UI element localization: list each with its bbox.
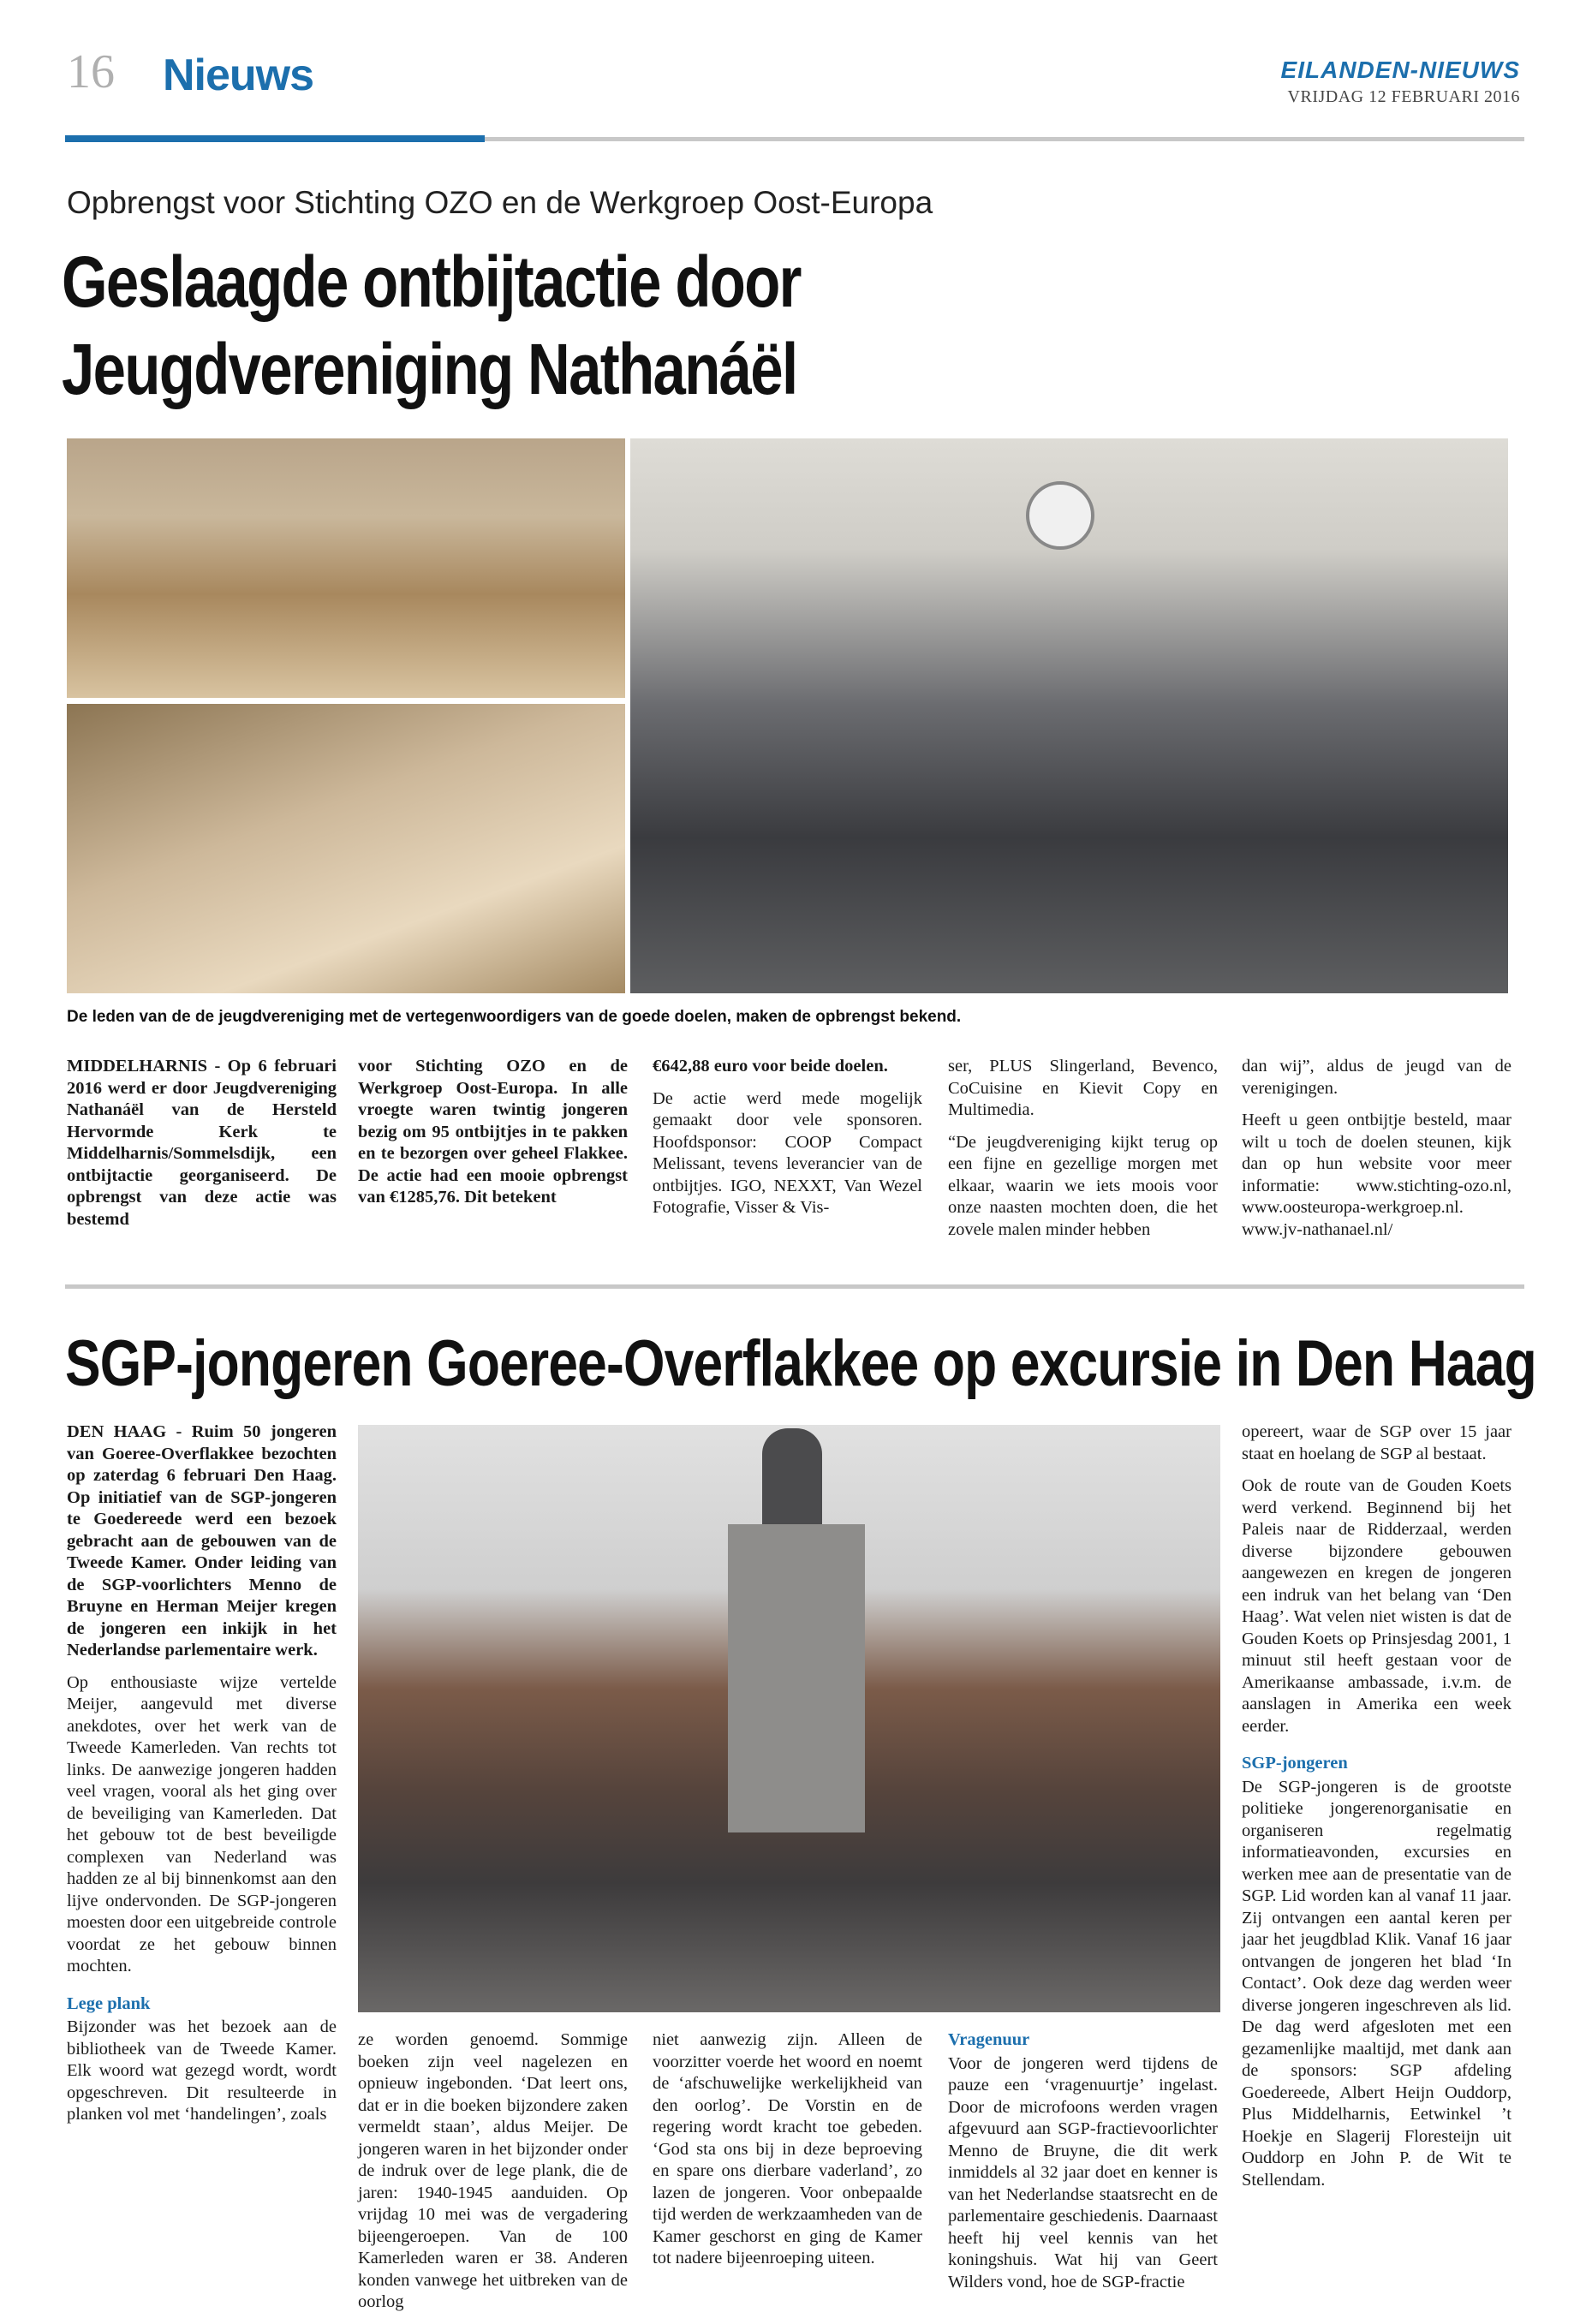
article2-column-5 xyxy=(1242,1421,1511,2202)
article1-lead: MIDDELHARNIS - Op 6 februari 2016 werd er door Jeugdvereniging Nathanáël van de Hersteld Hervormde Kerk te Middelharnis/Sommelsdijk, een ontbijtactie georganiseerd. De opbrengst van deze actie was bestemd xyxy=(67,1057,337,1229)
article2-paragraph: Voor de jongeren werd tijdens de pauze een ‘vragenuurtje’ ingelast. Door de microfoons werden vragen afgevuurd aan SGP-fractievoorlichter Menno de Bruyne, die dit werk inmiddels al 32 jaar doet en kenner is van het Nederlandse staatsrecht en de parlementaire geschiedenis. Daarnaast heeft hij veel kennis van het koningshuis. Wat hij van Geert Wilders vond, hoe de SGP-fractie xyxy=(948,2053,1218,2291)
article2-paragraph: De SGP-jongeren is de grootste politieke jongerenorganisatie en organiseren regelmatig informatieavonden, excursies en werken mee aan de presentatie van de SGP. Lid worden kan al vanaf 11 jaar. Zij ontvangen een aantal keren per jaar het jeugdblad Klik. Vanaf 16 jaar ontvangen de jongeren het blad ‘In Contact’. Ook deze dag werden weer diverse jongeren ingeschreven als lid. De dag werd afgesloten met een gezamenlijke maaltijd, met dank aan de sponsors: SGP afdeling Goedereede, Albert Heijn Ouddorp, Plus Middelharnis, Eetwinkel ’t Hoekje en Slagerij Floresteijn uit Ouddorp en John P. de Wit te Stellendam. xyxy=(1242,1777,1511,2190)
article1-paragraph: ser, PLUS Slingerland, Bevenco, CoCuisine en Kievit Copy en Multimedia. xyxy=(948,1057,1218,1119)
article1-column-4 xyxy=(948,1056,1218,1251)
article2-paragraph: ze worden genoemd. Sommige boeken zijn veel nagelezen en opnieuw ingebonden. ‘Dat leert ons, dat er in die boeken bijzondere zaken vermeldt staan’, aldus Meijer. De jongeren waren in het bijzonder onder de indruk over de lege plank, die de jaren: 1940-1945 aanduiden. Op vrijdag 10 mei was de vergadering bijeengeroepen. Van de 100 Kamerleden waren er 38. Anderen konden vanwege het uitbreken van de oorlog xyxy=(358,2030,628,2311)
article2-paragraph: Op enthousiaste wijze vertelde Meijer, aangevuld met diverse anekdotes, over het werk van de Tweede Kamerleden. Van rechts tot links. De aanwezige jongeren hadden veel vragen, vooral als het ging over de beveiliging van Kamerleden. Dat het gebouw tot de best beveiligde complexen van Nederland was hadden ze al bij binnenkomst aan den lijve ondervonden. De SGP-jongeren moesten door een uitgebreide controle voordat ze het gebouw binnen mochten. xyxy=(67,1672,337,1975)
article1-headline-line1: Geslaagde ontbijtactie door xyxy=(62,241,801,322)
article2-paragraph: niet aanwezig zijn. Alleen de voorzitter voerde het woord en noemt de ‘afschuwelijke werkelijkheid van den oorlog’. De Vorstin en de regering wordt kracht toe gebeden. ‘God sta ons bij in deze beproeving en spare ons dierbare vaderland’, zo lazen de jongeren. Voor onbepaalde tijd werden de werkzaamheden van de Kamer geschorst en ging de Kamer tot nadere bijeenroeping uiteen. xyxy=(653,2030,922,2267)
article1-lead-end: €642,88 euro voor beide doelen. xyxy=(653,1057,888,1076)
article2-headline: SGP-jongeren Goeree-Overflakkee op excursie in Den Haag xyxy=(65,1327,1536,1400)
article1-column-5 xyxy=(1242,1056,1511,1251)
article2-column-4 xyxy=(948,2029,1218,2303)
header-rule-accent xyxy=(65,135,485,142)
article1-paragraph: dan wij”, aldus de jeugd van de verenigingen. xyxy=(1242,1057,1511,1098)
article-divider xyxy=(65,1284,1524,1289)
article2-lead: DEN HAAG - Ruim 50 jongeren van Goeree-Overflakkee bezochten op zaterdag 6 februari Den Haag. Op initiatief van de SGP-jongeren te Goedereede werd een bezoek gebracht aan de gebouwen van de Tweede Kamer. Onder leiding van de SGP-voorlichters Menno de Bruyne en Herman Meijer kregen de jongeren een inkijk in het Nederlandse parlementaire werk. xyxy=(67,1422,337,1660)
article1-paragraph: Heeft u geen ontbijtje besteld, maar wilt u toch de doelen steunen, kijk dan op hun website voor meer informatie: www.stichting-ozo.nl, www.oosteuropa-werkgroep.nl. www.jv-nathanael.nl/ xyxy=(1242,1111,1511,1239)
article1-headline xyxy=(62,238,904,413)
article1-column-3 xyxy=(653,1056,922,1230)
article1-headline-line2: Jeugdvereniging Nathanáël xyxy=(62,329,797,409)
issue-date: VRIJDAG 12 FEBRUARI 2016 xyxy=(1287,87,1520,106)
page-number: 16 xyxy=(67,45,115,98)
article2-paragraph: opereert, waar de SGP over 15 jaar staat en hoelang de SGP al bestaat. xyxy=(1242,1422,1511,1463)
section-title: Nieuws xyxy=(163,51,314,100)
article1-paragraph: “De jeugdvereniging kijkt terug op een fijne en gezellige morgen met elkaar, waarin we iets moois voor onze naasten mochten doen, die het zovele malen minder hebben xyxy=(948,1132,1218,1239)
article1-paragraph: De actie werd mede mogelijk gemaakt door vele sponsoren. Hoofdsponsor: COOP Compact Melissant, tevens leverancier van de ontbijtjes. IGO, NEXXT, Van Wezel Fotografie, Visser & Vis- xyxy=(653,1088,922,1217)
article2-column-1 xyxy=(67,1421,337,2136)
article1-column-1 xyxy=(67,1056,337,1241)
photo-breakfast-packing-hall xyxy=(67,438,625,698)
article1-column-2 xyxy=(358,1056,628,1219)
article2-paragraph: Ook de route van de Gouden Koets werd verkend. Beginnend bij het Paleis naar de Ridderzaal, werden diverse bijzondere gebouwen aangewezen en kregen de jongeren een indruk van het belang van ‘Den Haag’. Wat velen niet wisten is dat de Gouden Koets op Prinsjesdag 2001, 1 minuut stil heeft gestaan voor de Amerikaanse ambassade, i.v.m. de aanslagen in Amerika een week eerder. xyxy=(1242,1476,1511,1736)
subheading-lege-plank: Lege plank xyxy=(67,1993,151,2013)
article1-lead-continued: voor Stichting OZO en de Werkgroep Oost-Europa. In alle vroegte waren twintig jongeren bezig om 95 ontbijtjes in te pakken en te bezorgen over geheel Flakkee. De actie had een mooie opbrengst van €1285,76. Dit betekent xyxy=(358,1057,628,1207)
photo-youth-packing-bags xyxy=(67,704,625,993)
photo-caption: De leden van de de jeugdvereniging met de vertegenwoordigers van de goede doelen, maken de opbrengst bekend. xyxy=(67,1008,962,1026)
subheading-vragenuur: Vragenuur xyxy=(948,2030,1030,2049)
article2-column-3 xyxy=(653,2029,922,2280)
subheading-sgp-jongeren: SGP-jongeren xyxy=(1242,1754,1348,1773)
statue-pedestal xyxy=(728,1524,865,1832)
article1-kicker: Opbrengst voor Stichting OZO en de Werkgroep Oost-Europa xyxy=(67,185,933,220)
article2-paragraph: Bijzonder was het bezoek aan de bibliotheek van de Tweede Kamer. Elk woord wat gezegd wordt, wordt opgeschreven. Dit resulteerde in planken vol met ‘handelingen’, zoals xyxy=(67,2017,337,2124)
clock-icon xyxy=(1026,481,1094,550)
article2-column-2 xyxy=(358,2029,628,2324)
header-rule xyxy=(485,137,1524,141)
masthead-logo: EILANDEN-NIEUWS xyxy=(1280,57,1520,83)
